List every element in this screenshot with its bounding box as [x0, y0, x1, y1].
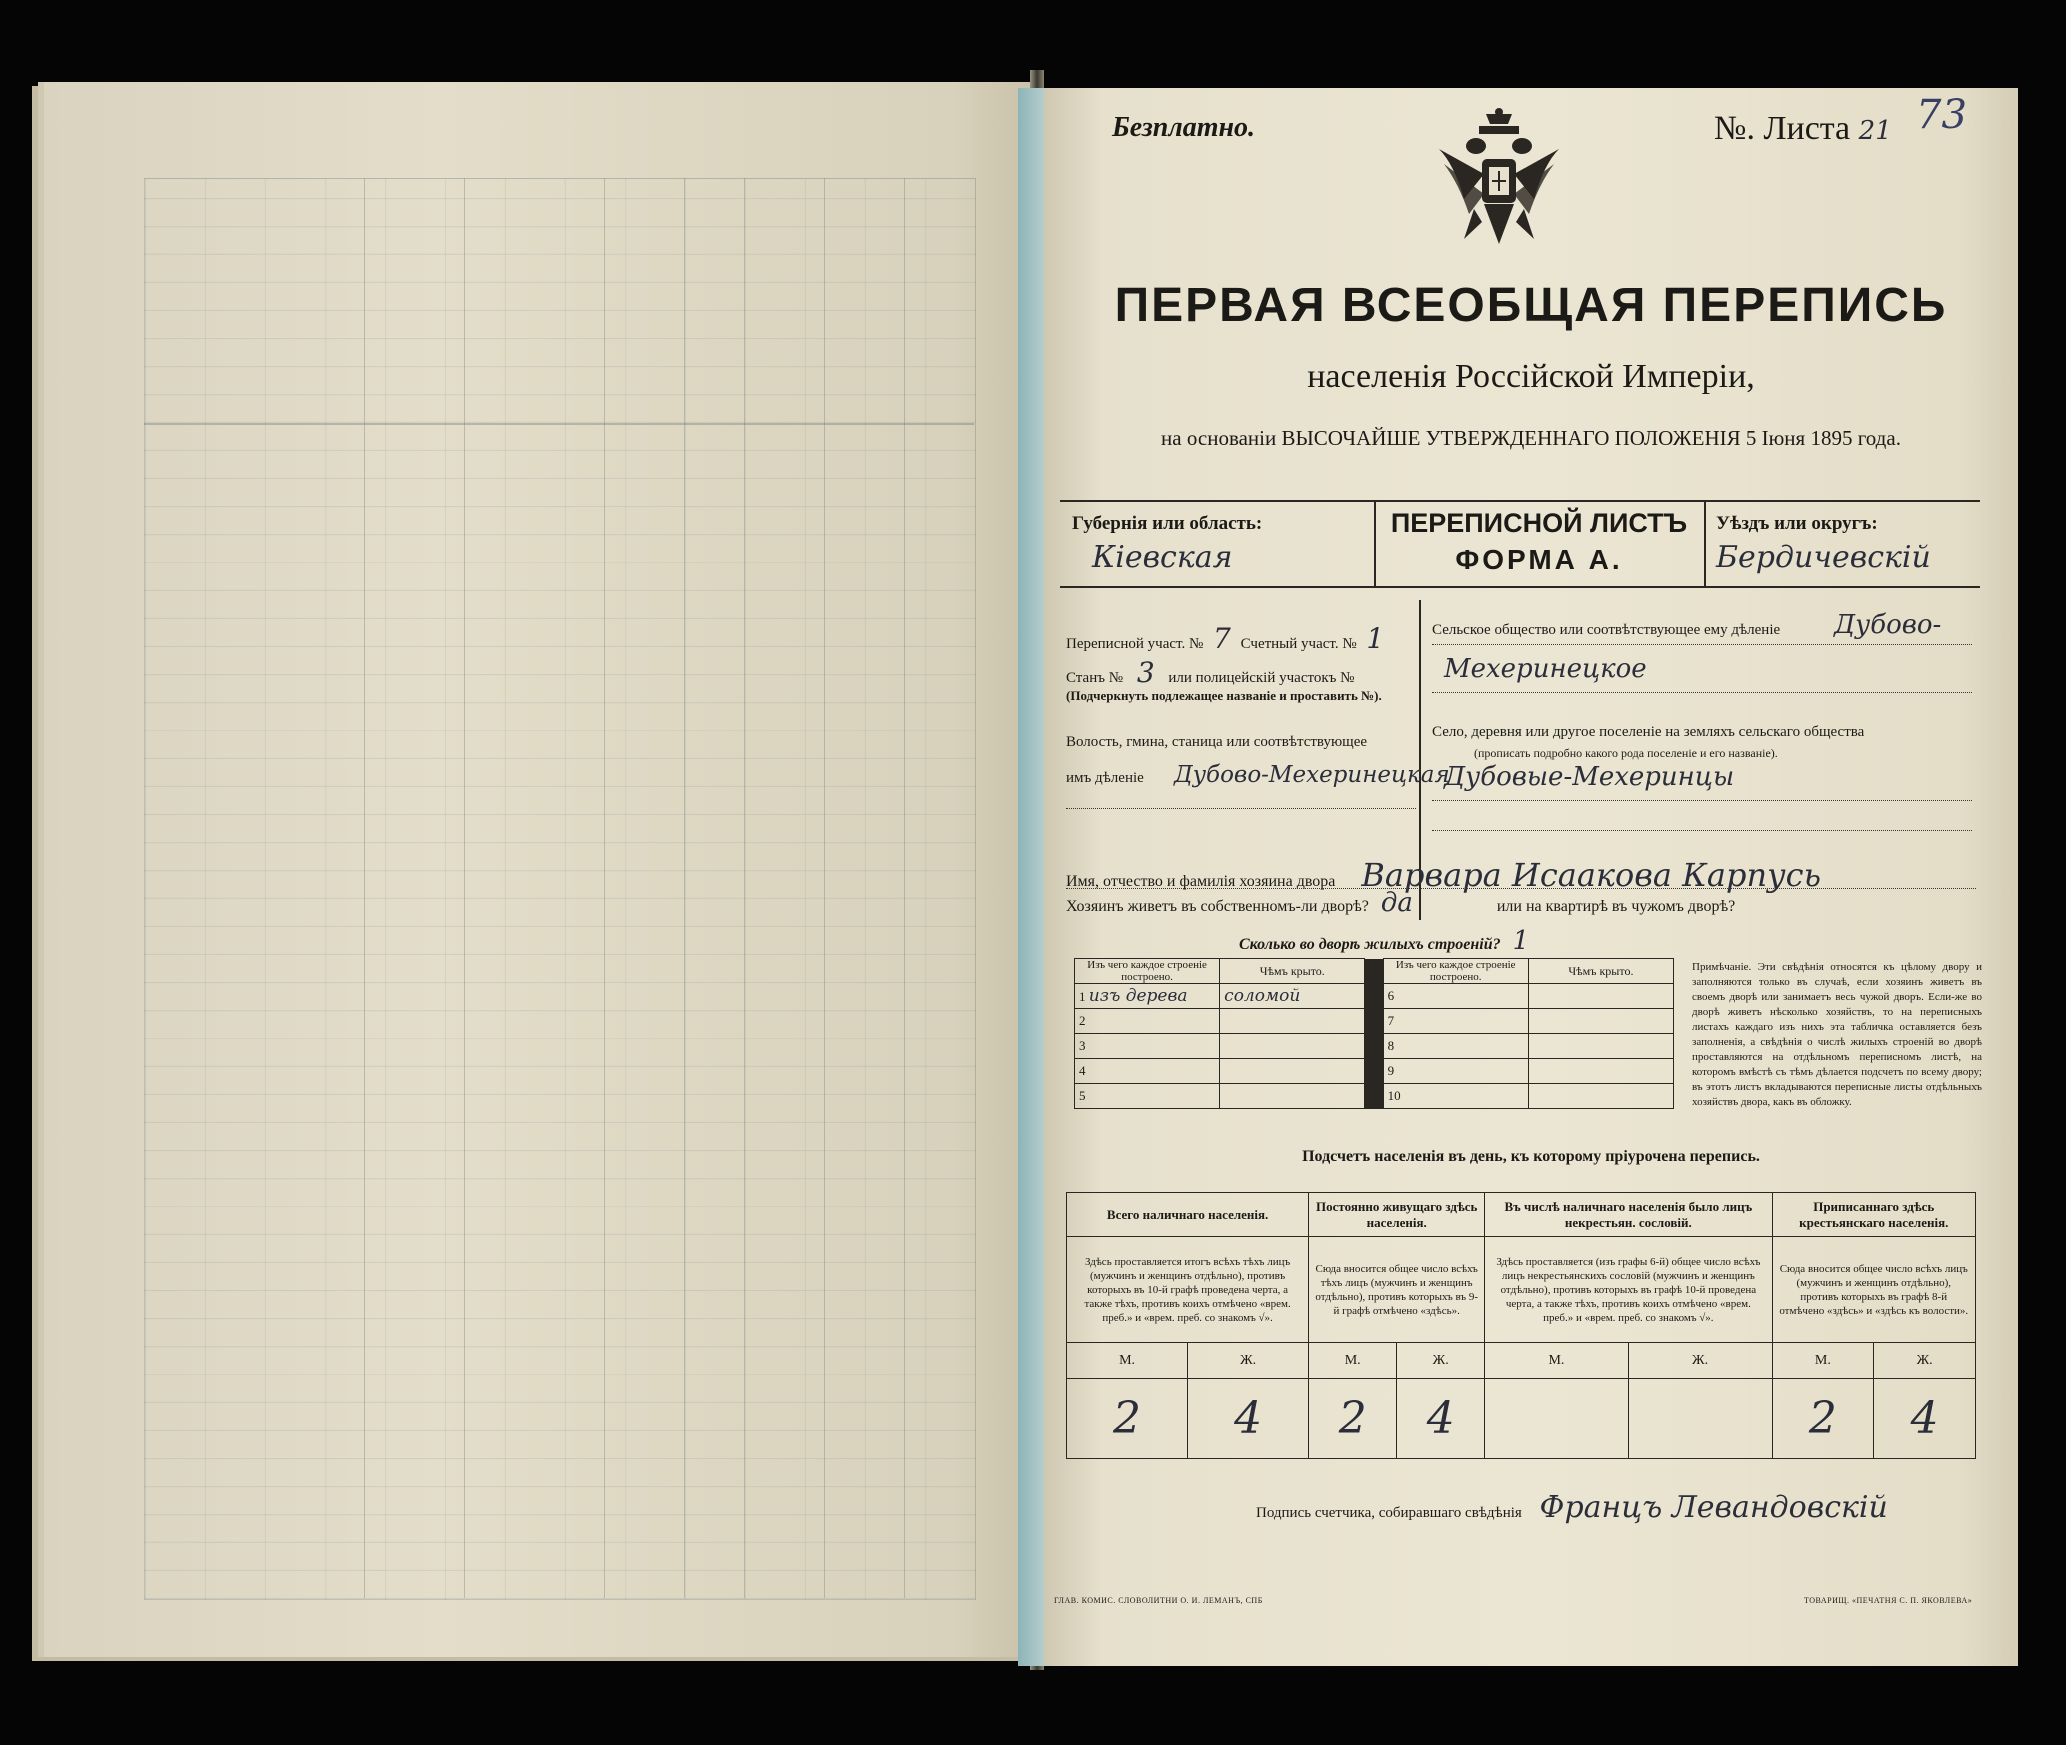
roof-value: [1220, 1059, 1365, 1084]
buildings-row: [1239, 926, 1529, 956]
permanent-male-count: 2: [1309, 1379, 1397, 1459]
village-underline-2: [1432, 830, 1972, 831]
society-underline: [1432, 644, 1972, 645]
society-label: Сельское общество или соотвѣтствующее ему дѣленіе: [1432, 622, 1781, 638]
faint-column-line: [744, 178, 745, 1598]
village-note: (прописать подробно какого рода поселеніе и его названіе).: [1474, 746, 1778, 760]
male-label: М.: [1309, 1343, 1397, 1379]
volost-value: Дубово-Мехеринецкая: [1174, 762, 1450, 788]
roof-value: [1220, 1084, 1365, 1109]
building-row: [1075, 984, 1674, 1009]
village-underline: [1432, 800, 1972, 801]
census-district-label: Переписной участ. №: [1066, 636, 1204, 652]
col-desc-total: Здѣсь проставляется итогъ всѣхъ тѣхъ лицъ (мужчинъ и женщинъ отдѣльно), противъ которыхъ въ 10-й графѣ проведена черта, а также тѣхъ, противъ коихъ отмѣчено «врем. преб.» и «врем. преб. со знакомъ √».: [1067, 1237, 1309, 1343]
non-peasant-female-count: [1628, 1379, 1772, 1459]
village-label: Село, деревня или другое поселеніе на земляхъ сельскаго общества: [1432, 724, 1865, 740]
female-label: Ж.: [1628, 1343, 1772, 1379]
roof-value: [1528, 1009, 1673, 1034]
form-legal-basis: на основаніи ВЫСОЧАЙШЕ УТВЕРЖДЕННАГО ПОЛОЖЕНІЯ 5 Іюня 1895 года.: [1161, 426, 1901, 450]
enumerator-signature: Францъ Левандовскій: [1539, 1490, 1888, 1525]
faint-column-line: [684, 178, 685, 1598]
faint-table-header: [144, 178, 974, 425]
female-label: Ж.: [1397, 1343, 1485, 1379]
form-title-form-a: ФОРМА А.: [1455, 544, 1623, 575]
lives-value: да: [1380, 888, 1413, 918]
volost-underline: [1066, 808, 1416, 809]
left-page-blank-form-back: [44, 82, 1034, 1657]
stan-value: 3: [1136, 656, 1155, 689]
row-number: 3: [1075, 1034, 1220, 1059]
owner-label: Имя, отчество и фамилія хозяина двора: [1066, 873, 1336, 890]
row-number: 8: [1383, 1034, 1528, 1059]
binding-strip: [1018, 88, 1046, 1666]
buildings-table: [1074, 958, 1674, 1109]
form-title-census-sheet: ПЕРЕПИСНОЙ ЛИСТЪ: [1390, 508, 1688, 538]
printer-imprint-left: ГЛАВ. КОМИС. СЛОВОЛИТНИ О. И. ЛЕМАНЪ, СПБ: [1054, 1596, 1263, 1605]
volost-label-2: имъ дѣленіе: [1066, 770, 1144, 786]
header-box-bottom-rule: [1060, 586, 1980, 588]
row-number: 10: [1383, 1084, 1528, 1109]
male-label: М.: [1485, 1343, 1628, 1379]
building-row: [1075, 1009, 1674, 1034]
roof-value: [1528, 984, 1673, 1009]
male-label: М.: [1067, 1343, 1188, 1379]
building-row: [1075, 1034, 1674, 1059]
col-desc-permanent: Сюда вносится общее число всѣхъ тѣхъ лицъ (мужчинъ и женщинъ отдѣльно), противъ которыхъ въ 9-й графѣ отмѣчено «здѣсь».: [1309, 1237, 1485, 1343]
population-count-heading: Подсчетъ населенія въ день, къ которому пріурочена перепись.: [1302, 1148, 1760, 1165]
row-number: 2: [1075, 1009, 1220, 1034]
underline-note: (Подчеркнуть подлежащее названіе и проставить №).: [1066, 688, 1382, 703]
uezd-value: Бердичевскій: [1716, 540, 1931, 575]
row-number: 7: [1383, 1009, 1528, 1034]
permanent-female-count: 4: [1397, 1379, 1485, 1459]
printer-imprint-right: ТОВАРИЩ. «ПЕЧАТНЯ С. П. ЯКОВЛЕВА»: [1804, 1596, 1973, 1605]
total-female-count: 4: [1188, 1379, 1309, 1459]
col-roof-header-2: Чѣмъ крыто.: [1528, 959, 1673, 984]
row-number: 1: [1079, 989, 1086, 1004]
female-label: Ж.: [1188, 1343, 1309, 1379]
col-material-header-2: Изъ чего каждое строеніе построено.: [1383, 959, 1528, 984]
apartment-label: или на квартирѣ въ чужомъ дворѣ?: [1496, 898, 1736, 915]
sheet-no-label: №. Листа: [1714, 110, 1851, 147]
census-form-page: [1044, 88, 2018, 1666]
stan-label: Станъ №: [1066, 670, 1124, 686]
registered-male-count: 2: [1772, 1379, 1874, 1459]
census-district-row: [1066, 622, 1384, 655]
col-material-header: Изъ чего каждое строеніе построено.: [1075, 959, 1220, 984]
header-box-divider: [1704, 500, 1706, 586]
village-value: Дубовые-Мехеринцы: [1444, 762, 1735, 792]
col-title-non-peasant: Въ числѣ наличнаго населенія было лицъ некрестьян. сословій.: [1485, 1193, 1772, 1237]
police-label: или полицейскій участокъ №: [1168, 670, 1355, 686]
faint-column-line: [904, 178, 905, 1598]
form-main-title: ПЕРВАЯ ВСЕОБЩАЯ ПЕРЕПИСЬ: [1114, 279, 1948, 332]
roof-value: [1528, 1084, 1673, 1109]
col-title-total: Всего наличнаго населенія.: [1067, 1193, 1309, 1237]
faint-column-line: [464, 178, 465, 1598]
roof-value: соломой: [1220, 984, 1365, 1009]
female-label: Ж.: [1874, 1343, 1976, 1379]
row-number: 6: [1383, 984, 1528, 1009]
faint-column-line: [364, 178, 365, 1598]
non-peasant-male-count: [1485, 1379, 1628, 1459]
stan-row: [1066, 656, 1354, 689]
faint-column-line: [824, 178, 825, 1598]
volost-label-1: Волость, гмина, станица или соотвѣтствующее: [1066, 734, 1368, 750]
roof-value: [1220, 1034, 1365, 1059]
guberniya-value: Кіевская: [1092, 540, 1233, 575]
row-number: 5: [1075, 1084, 1220, 1109]
society-value-1: Дубово-: [1834, 610, 1942, 640]
society-value-2: Мехеринецкое: [1444, 654, 1647, 684]
form-subtitle: населенія Россійской Имперіи,: [1307, 358, 1755, 395]
header-box-top-rule: [1060, 500, 1980, 502]
building-row: [1075, 1059, 1674, 1084]
signature-label: Подпись счетчика, собиравшаго свѣдѣнія: [1256, 1505, 1522, 1521]
uezd-label: Уѣздъ или округъ:: [1716, 513, 1878, 534]
faint-column-line: [604, 178, 605, 1598]
buildings-note: Примѣчаніе. Эти свѣдѣнія относятся къ цѣлому двору и заполняются только въ случаѣ, если хозяинъ живетъ въ своемъ дворѣ или занимаетъ весь чужой дворъ. Если-же во дворѣ живетъ нѣсколько хозяйствъ, то на переписныхъ листахъ каждаго изъ нихъ эта табличка оставляется безъ заполненія, а свѣдѣнія о числѣ жилыхъ строеній во дворѣ проставляются на отдѣльномъ переписномъ листѣ, на которомъ вмѣстѣ съ тѣмъ дѣлается подсчетъ по всему двору; въ этотъ листъ вкладываются переписные листы отдѣльныхъ хозяйствъ двора, какъ въ обложку.: [1692, 961, 1982, 1108]
buildings-label: Сколько во дворѣ жилыхъ строеній?: [1239, 936, 1501, 953]
society-underline-2: [1432, 692, 1972, 693]
total-male-count: 2: [1067, 1379, 1188, 1459]
col-title-registered-peasant: Приписаннаго здѣсь крестьянскаго населенія.: [1772, 1193, 1975, 1237]
row-number: 4: [1075, 1059, 1220, 1084]
col-roof-header: Чѣмъ крыто.: [1220, 959, 1365, 984]
population-count-table: [1066, 1192, 1976, 1459]
roof-value: [1528, 1059, 1673, 1084]
owner-name-value: Варвара Исаакова Карпусь: [1361, 856, 1821, 894]
free-label: Безплатно.: [1112, 112, 1256, 143]
residence-row: [1066, 888, 1735, 918]
col-desc-non-peasant: Здѣсь проставляется (изъ графы 6-й) общее число всѣхъ лицъ некрестьянскихъ сословій (мужчинъ и женщинъ отдѣльно), противъ которыхъ въ графѣ 10-й проведена черта, а также тѣхъ, противъ коихъ отмѣчено «врем. преб.» и «врем. преб. со знакомъ √».: [1485, 1237, 1772, 1343]
count-district-value: 1: [1366, 622, 1385, 655]
row-number: 9: [1383, 1059, 1528, 1084]
guberniya-label: Губернія или область:: [1072, 513, 1263, 534]
material-value: изъ дерева: [1088, 986, 1188, 1006]
imperial-eagle-emblem-icon: [1434, 104, 1564, 254]
signature-row: [1256, 1490, 1888, 1525]
building-row: [1075, 1084, 1674, 1109]
roof-value: [1220, 1009, 1365, 1034]
lives-label: Хозяинъ живетъ въ собственномъ-ли дворѣ?: [1066, 898, 1369, 915]
sheet-no-value: 21: [1858, 116, 1892, 146]
roof-value: [1528, 1034, 1673, 1059]
male-label: М.: [1772, 1343, 1874, 1379]
count-district-label: Счетный участ. №: [1240, 636, 1357, 652]
buildings-value: 1: [1512, 926, 1530, 956]
col-desc-registered-peasant: Сюда вносится общее число всѣхъ лицъ (мужчинъ и женщинъ отдѣльно), противъ которыхъ въ графѣ 8-й отмѣчено «здѣсь» и «здѣсь къ волости».: [1772, 1237, 1975, 1343]
registered-female-count: 4: [1874, 1379, 1976, 1459]
sheet-number-label: [1714, 110, 1892, 148]
archive-page-number: 73: [1916, 92, 1967, 138]
col-title-permanent: Постоянно живущаго здѣсь населенія.: [1309, 1193, 1485, 1237]
census-district-value: 7: [1213, 622, 1231, 655]
